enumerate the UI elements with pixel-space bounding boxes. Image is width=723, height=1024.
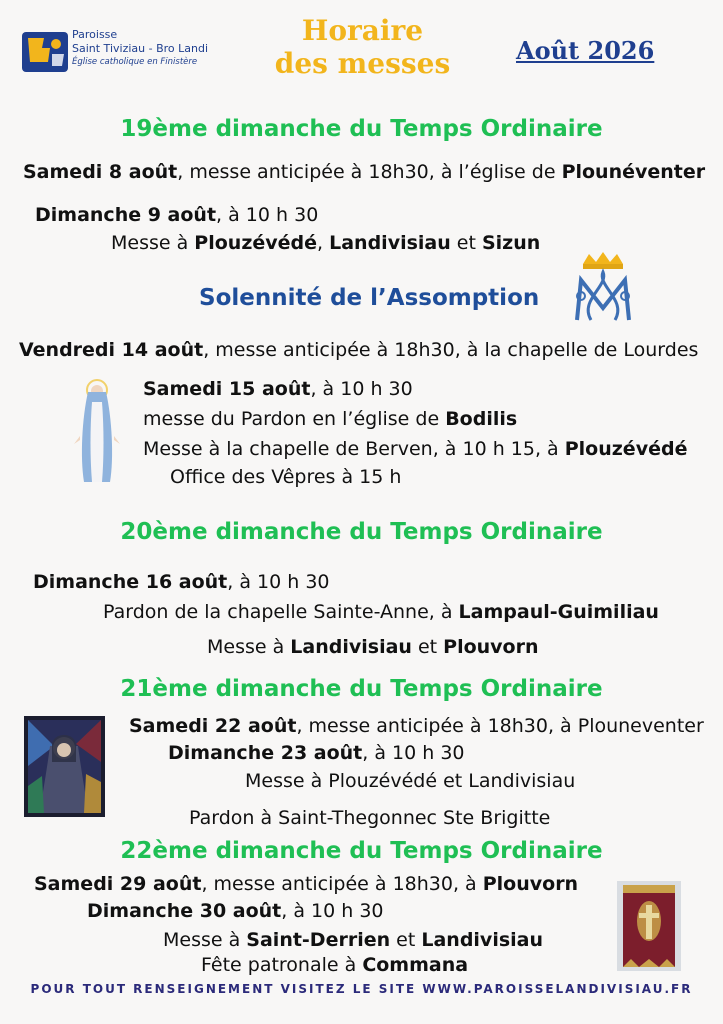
s5-line4	[201, 954, 468, 976]
s2-line4-bold1: Plouzévédé	[564, 438, 688, 460]
s5-line2-bold1: Dimanche 30 août	[87, 900, 282, 922]
org-name-line1: Paroisse	[72, 28, 118, 41]
section-heading-assumption: Solennité de l’Assomption	[199, 285, 540, 311]
s5-line1-bold2: Plouvorn	[482, 873, 579, 895]
s1-line3-bold3: Sizun	[481, 232, 541, 254]
s4-line4-text1: Pardon à Saint-Thegonnec Ste Brigitte	[189, 807, 551, 829]
s5-line1-text1: , messe anticipée à 18h30, à	[201, 873, 483, 895]
s5-line3-text1: Messe à	[163, 929, 247, 951]
s5-line4-text1: Fête patronale à	[201, 954, 363, 976]
s5-line2-text1: , à 10 h 30	[281, 900, 384, 922]
virgin-mary-image	[72, 378, 122, 486]
footer-website-note: POUR TOUT RENSEIGNEMENT VISITEZ LE SITE WWW.PAROISSELANDIVISIAU.FR	[30, 982, 693, 996]
s1-line1-bold2: Plounéventer	[561, 161, 706, 183]
s1-line1-bold1: Samedi 8 août	[23, 161, 178, 183]
s5-line3-bold2: Landivisiau	[421, 929, 543, 951]
s5-line3-text2: et	[390, 929, 422, 951]
page-title-line2: des messes	[274, 47, 451, 80]
org-name-line3: Église catholique en Finistère	[72, 57, 198, 67]
s3-line2-text1: Pardon de la chapelle Sainte-Anne, à	[103, 601, 459, 623]
s2-line1	[19, 339, 698, 361]
s1-line3	[111, 232, 540, 254]
s2-line2-text1: , à 10 h 30	[310, 378, 413, 400]
section-heading-19: 19ème dimanche du Temps Ordinaire	[120, 116, 603, 142]
s4-line3	[245, 770, 575, 792]
section-heading-20: 20ème dimanche du Temps Ordinaire	[120, 519, 603, 545]
s2-line3-text1: messe du Pardon en l’église de	[143, 408, 446, 430]
s5-line3	[163, 929, 543, 951]
s3-line3	[207, 636, 539, 658]
s4-line1-bold1: Samedi 22 août	[129, 715, 297, 737]
s2-line5-text1: Office des Vêpres à 15 h	[170, 466, 402, 488]
org-name-line2: Saint Tiviziau - Bro Landi	[72, 42, 209, 55]
section-heading-21: 21ème dimanche du Temps Ordinaire	[120, 676, 603, 702]
s1-line3-bold1: Plouzévédé	[194, 232, 318, 254]
s1-line1	[23, 161, 705, 183]
s4-line2-bold1: Dimanche 23 août	[168, 742, 363, 764]
s2-line3	[143, 408, 517, 430]
s3-line1-text1: , à 10 h 30	[227, 571, 330, 593]
page-title-line1: Horaire	[301, 14, 424, 47]
s1-line3-text2: ,	[317, 232, 330, 254]
marian-monogram-icon	[569, 250, 637, 330]
banner-image	[617, 881, 681, 971]
section-heading-22: 22ème dimanche du Temps Ordinaire	[120, 838, 603, 864]
s2-line3-bold1: Bodilis	[445, 408, 518, 430]
s4-line1-text1: , messe anticipée à 18h30, à Plouneventer	[296, 715, 704, 737]
s3-line3-text2: et	[411, 636, 444, 658]
s5-line4-bold1: Commana	[362, 954, 469, 976]
s2-line2	[143, 378, 413, 400]
s3-line1	[33, 571, 330, 593]
s4-line1	[129, 715, 704, 737]
s5-line3-bold1: Saint-Derrien	[246, 929, 391, 951]
s1-line3-text1: Messe à	[111, 232, 195, 254]
s3-line2	[103, 601, 659, 623]
s1-line3-bold2: Landivisiau	[329, 232, 451, 254]
month-label: Août 2026	[516, 36, 655, 65]
s2-line1-bold1: Vendredi 14 août	[19, 339, 204, 361]
s4-line2-text1: , à 10 h 30	[362, 742, 465, 764]
s5-line2	[87, 900, 384, 922]
s5-line1-bold1: Samedi 29 août	[34, 873, 202, 895]
parish-logo	[22, 26, 209, 80]
s1-line2	[35, 204, 318, 226]
s4-line3-text1: Messe à Plouzévédé et Landivisiau	[245, 770, 576, 792]
s4-line2	[168, 742, 465, 764]
s4-line4	[189, 807, 550, 829]
s2-line4-text1: Messe à la chapelle de Berven, à 10 h 15, à	[143, 438, 565, 460]
s1-line1-text1: , messe anticipée à 18h30, à l’église de	[177, 161, 562, 183]
s3-line1-bold1: Dimanche 16 août	[33, 571, 228, 593]
s2-line4	[143, 438, 687, 460]
s2-line5	[170, 466, 401, 488]
s3-line3-text1: Messe à	[207, 636, 291, 658]
page-title	[255, 14, 470, 80]
parish-logo-icon	[22, 28, 68, 74]
s3-line3-bold1: Landivisiau	[290, 636, 412, 658]
s1-line2-text1: , à 10 h 30	[216, 204, 319, 226]
s2-line1-text1: , messe anticipée à 18h30, à la chapelle de Lourdes	[203, 339, 699, 361]
s3-line2-bold1: Lampaul-Guimiliau	[458, 601, 659, 623]
s5-line1	[34, 873, 578, 895]
s1-line3-text3: et	[450, 232, 482, 254]
s2-line2-bold1: Samedi 15 août	[143, 378, 311, 400]
s3-line3-bold2: Plouvorn	[443, 636, 539, 658]
stained-glass-image	[24, 716, 105, 817]
s1-line2-bold1: Dimanche 9 août	[35, 204, 217, 226]
